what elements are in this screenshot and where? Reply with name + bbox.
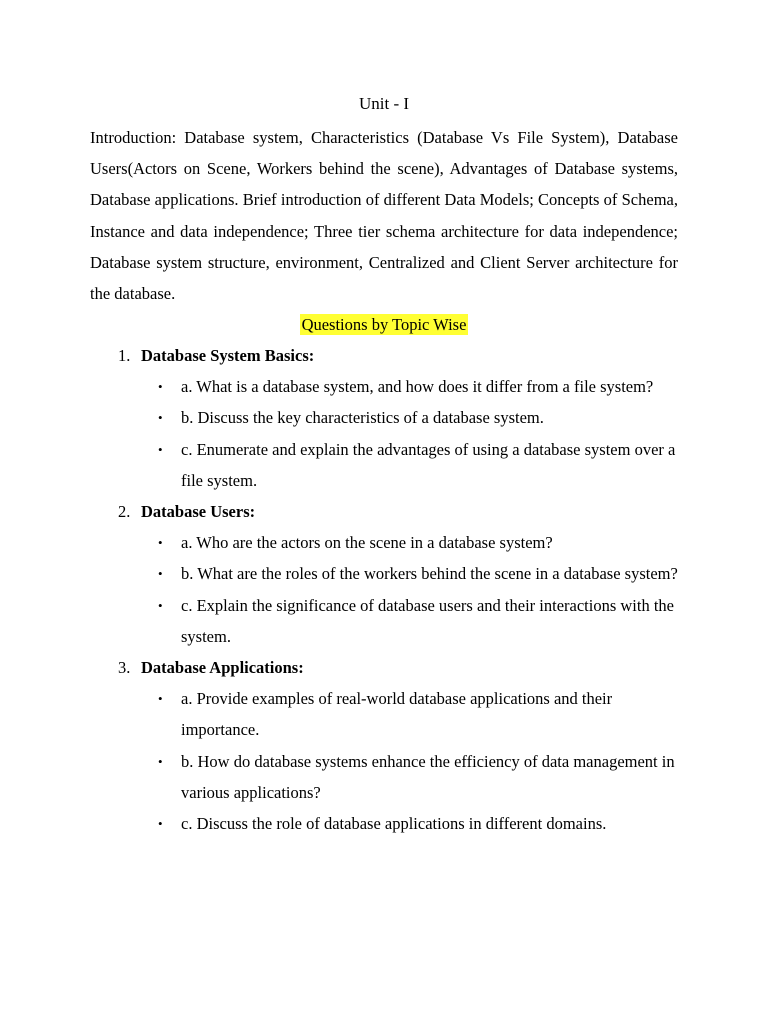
bullet-icon: • — [158, 597, 163, 613]
topic-item — [118, 652, 678, 839]
question-text: b. Discuss the key characteristics of a database system. — [181, 408, 544, 428]
bullet-icon: • — [158, 816, 163, 832]
topic-item — [118, 340, 678, 496]
bullet-icon: • — [158, 566, 163, 582]
topic-title: Database Applications: — [141, 658, 304, 678]
topics-list — [118, 340, 678, 839]
question-list — [141, 527, 678, 652]
question-list — [141, 371, 678, 496]
question-item — [141, 683, 681, 745]
question-text: c. Discuss the role of database applications in different domains. — [181, 814, 607, 834]
topic-number: 3. — [118, 658, 131, 678]
bullet-icon: • — [158, 441, 163, 457]
topic-item — [118, 496, 678, 652]
question-text: b. What are the roles of the workers behind the scene in a database system? — [181, 564, 678, 584]
topic-title: Database System Basics: — [141, 346, 315, 365]
topic-title: Database Users: — [141, 502, 256, 522]
intro-paragraph: Introduction: Database system, Characteristics (Database Vs File System), Database Users(Actors on Scene, Workers behind the scene), Advantages of Database systems, Database applications. Brief introduction of different Data Models; Concepts of Schema, Instance and data independence; Three tier schema architecture for data independence; Database system structure, environment, Centralized and Client Server architecture for the database. — [90, 128, 678, 304]
question-text: b. How do database systems enhance the efficiency of data management in various applications? — [181, 751, 675, 802]
topic-number: 2. — [118, 502, 131, 522]
topic-number: 1. — [118, 346, 131, 365]
bullet-icon: • — [158, 379, 163, 395]
bullet-icon: • — [158, 410, 163, 426]
question-text: c. Enumerate and explain the advantages of using a database system over a file system. — [181, 439, 676, 490]
question-item — [141, 746, 681, 808]
bullet-icon: • — [158, 691, 163, 707]
question-item — [141, 590, 681, 652]
question-item — [141, 558, 681, 589]
topics-heading-line — [0, 311, 768, 339]
unit-title: Unit - I — [358, 94, 410, 113]
topics-heading: Questions by Topic Wise — [301, 315, 467, 334]
question-item — [141, 402, 681, 433]
question-item — [141, 434, 681, 496]
question-text: a. Who are the actors on the scene in a database system? — [181, 533, 553, 553]
question-item — [141, 527, 681, 558]
question-item — [141, 808, 681, 839]
bullet-icon: • — [158, 753, 163, 769]
question-item — [141, 371, 681, 402]
bullet-icon: • — [158, 535, 163, 551]
question-text: a. Provide examples of real-world database applications and their importance. — [181, 689, 613, 740]
question-text: c. Explain the significance of database users and their interactions with the system. — [181, 595, 674, 646]
question-text: a. What is a database system, and how does it differ from a file system? — [181, 377, 654, 397]
question-list — [141, 683, 678, 839]
